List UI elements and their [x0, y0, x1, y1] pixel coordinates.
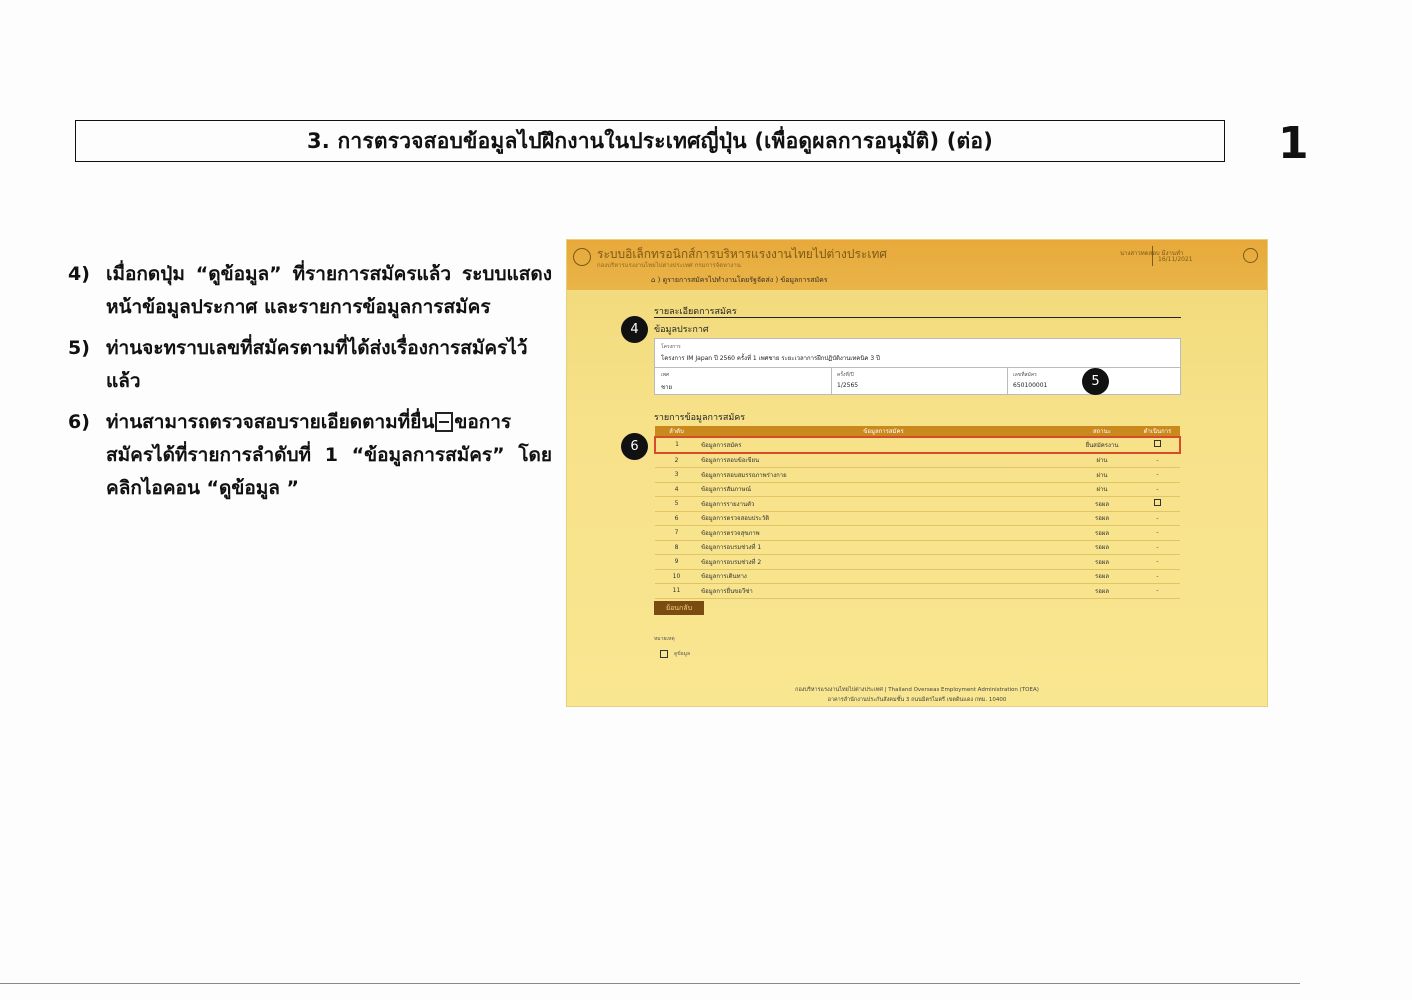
row-item-name: ข้อมูลการตรวจสุขภาพ	[698, 526, 1069, 541]
row-action: -	[1135, 555, 1180, 570]
row-number: 6	[655, 511, 698, 526]
view-document-icon[interactable]	[1154, 440, 1161, 447]
system-screenshot	[567, 240, 1267, 706]
row-action: -	[1135, 453, 1180, 468]
row-status: ผ่าน	[1069, 453, 1135, 468]
row-action: -	[1135, 569, 1180, 584]
row-item-name: ข้อมูลการอบรมช่วงที่ 2	[698, 555, 1069, 570]
row-item-name: ข้อมูลการยื่นขอวีซ่า	[698, 584, 1069, 599]
view-document-icon	[660, 650, 668, 658]
gender-value: ชาย	[661, 384, 672, 391]
legend-text: ดูข้อมูล	[674, 651, 691, 657]
page-bottom-rule	[0, 983, 1300, 984]
row-item-name: ข้อมูลการรายงานตัว	[698, 497, 1069, 512]
row-action: -	[1135, 482, 1180, 497]
legend-label: หมายเหตุ	[654, 636, 675, 642]
row-item-name: ข้อมูลการตรวจสอบประวัติ	[698, 511, 1069, 526]
gender-label: เพศ	[661, 372, 670, 378]
row-number: 8	[655, 540, 698, 555]
section-title: 3. การตรวจสอบข้อมูลไปฝึกงานในประเทศญี่ปุ่น (เพื่อดูผลการอนุมัติ) (ต่อ)	[306, 128, 994, 153]
department-logo-icon	[573, 248, 591, 266]
application-number-value: 650100001	[1013, 382, 1048, 389]
table-row	[655, 437, 1180, 453]
step-number: 5)	[68, 337, 90, 359]
row-number: 9	[655, 555, 698, 570]
instruction-list	[68, 258, 552, 513]
row-status: ผ่าน	[1069, 468, 1135, 483]
row-action[interactable]	[1135, 497, 1180, 512]
step-text: ท่านจะทราบเลขที่สมัครตามที่ได้ส่งเรื่องการสมัครไว้แล้ว	[106, 337, 528, 392]
step-text: เมื่อกดปุ่ม “ดูข้อมูล” ที่รายการสมัครแล้ว ระบบแสดงหน้าข้อมูลประกาศ และรายการข้อมูลการสมัคร	[106, 263, 552, 318]
row-item-name: ข้อมูลการสัมภาษณ์	[698, 482, 1069, 497]
row-status: รอผล	[1069, 555, 1135, 570]
row-number: 3	[655, 468, 698, 483]
step-text	[106, 406, 552, 505]
view-document-icon	[435, 412, 453, 432]
instruction-step	[68, 258, 552, 324]
application-table	[654, 426, 1181, 599]
instruction-step	[68, 332, 552, 398]
row-number: 5	[655, 497, 698, 512]
row-status: ผ่าน	[1069, 482, 1135, 497]
row-status: รอผล	[1069, 497, 1135, 512]
footer-line: อาคารสำนักงานประกันสังคมชั้น 3 ถนนมิตรไมตรี เขตดินแดง กทม. 10400	[827, 697, 1007, 703]
user-name: นางสาวทดสอบ มีงานทำ	[1120, 250, 1184, 257]
section-divider	[654, 317, 1181, 318]
box-divider	[655, 367, 1180, 368]
row-number: 4	[655, 482, 698, 497]
view-document-icon[interactable]	[1154, 499, 1161, 506]
table-row	[655, 468, 1180, 483]
step-number: 4)	[68, 263, 90, 285]
row-item-name: ข้อมูลการสอบสมรรถภาพร่างกาย	[698, 468, 1069, 483]
row-action: -	[1135, 526, 1180, 541]
row-action: -	[1135, 584, 1180, 599]
project-label: โครงการ	[661, 344, 681, 350]
row-number: 2	[655, 453, 698, 468]
column-header: สถานะ	[1069, 426, 1135, 437]
table-row	[655, 569, 1180, 584]
menu-icon[interactable]	[1243, 248, 1258, 263]
row-status: รอผล	[1069, 569, 1135, 584]
row-action: -	[1135, 540, 1180, 555]
column-header: ลำดับ	[655, 426, 698, 437]
breadcrumb[interactable]: ⌂ ) ดูรายการสมัครไปทำงานโดยรัฐจัดส่ง ) ข้อมูลการสมัคร	[651, 276, 828, 284]
column-header: ข้อมูลการสมัคร	[698, 426, 1069, 437]
page-number: 1	[1278, 118, 1309, 169]
instruction-step	[68, 406, 552, 505]
callout-badge: 5	[1082, 368, 1109, 395]
box-divider	[831, 367, 832, 394]
app-title: ระบบอิเล็กทรอนิกส์การบริหารแรงงานไทยไปต่างประเทศ	[597, 247, 888, 261]
row-status: รอผล	[1069, 526, 1135, 541]
section-header	[75, 120, 1225, 162]
application-number-label: เลขที่สมัคร	[1013, 372, 1037, 378]
step-text-part: ขอการสมัครได้ที่รายการลำดับที่ 1 “ข้อมูลการสมัคร” โดยคลิกไอคอน “ดูข้อมูล ”	[106, 411, 552, 499]
row-number: 11	[655, 584, 698, 599]
user-date: 16/11/2021	[1158, 256, 1193, 263]
row-item-name: ข้อมูลการเดินทาง	[698, 569, 1069, 584]
column-header: ดำเนินการ	[1135, 426, 1180, 437]
row-item-name: ข้อมูลการสอบข้อเขียน	[698, 453, 1069, 468]
row-status: รอผล	[1069, 540, 1135, 555]
row-action: -	[1135, 511, 1180, 526]
row-status: รอผล	[1069, 511, 1135, 526]
table-header-row	[655, 426, 1180, 437]
round-label: ครั้งที่/ปี	[837, 372, 854, 378]
footer-line: กองบริหารแรงงานไทยไปต่างประเทศ | Thailand Overseas Employment Administration (TOEA)	[795, 687, 1039, 693]
box-divider	[1007, 367, 1008, 394]
table-row	[655, 540, 1180, 555]
table-row	[655, 555, 1180, 570]
table-row	[655, 497, 1180, 512]
app-subtitle: กองบริหารแรงงานไทยไปต่างประเทศ กรมการจัดหางาน	[597, 262, 741, 269]
table-row	[655, 584, 1180, 599]
row-action: -	[1135, 468, 1180, 483]
table-row	[655, 526, 1180, 541]
callout-badge: 4	[621, 316, 648, 343]
row-status: รอผล	[1069, 584, 1135, 599]
row-number: 1	[655, 437, 698, 453]
row-number: 10	[655, 569, 698, 584]
back-button[interactable]: ย้อนกลับ	[654, 601, 704, 615]
round-value: 1/2565	[837, 382, 859, 389]
row-status: ยื่นสมัครงาน	[1069, 437, 1135, 453]
row-number: 7	[655, 526, 698, 541]
detail-title: รายละเอียดการสมัคร	[654, 307, 737, 317]
table-row	[655, 453, 1180, 468]
application-list-title: รายการข้อมูลการสมัคร	[654, 413, 746, 423]
step-text-part: ท่านสามารถตรวจสอบรายเอียดตามที่ยื่น	[106, 411, 435, 433]
row-action[interactable]	[1135, 437, 1180, 453]
announcement-title: ข้อมูลประกาศ	[654, 325, 709, 335]
step-number: 6)	[68, 411, 90, 433]
project-value: โครงการ IM Japan ปี 2560 ครั้งที่ 1 เพศชาย ระยะเวลาการฝึกปฏิบัติงานเทคนิค 3 ปี	[661, 355, 880, 362]
callout-badge: 6	[621, 433, 648, 460]
row-item-name: ข้อมูลการสมัคร	[698, 437, 1069, 453]
row-item-name: ข้อมูลการอบรมช่วงที่ 1	[698, 540, 1069, 555]
app-header-bar	[567, 240, 1267, 290]
table-row	[655, 511, 1180, 526]
table-row	[655, 482, 1180, 497]
